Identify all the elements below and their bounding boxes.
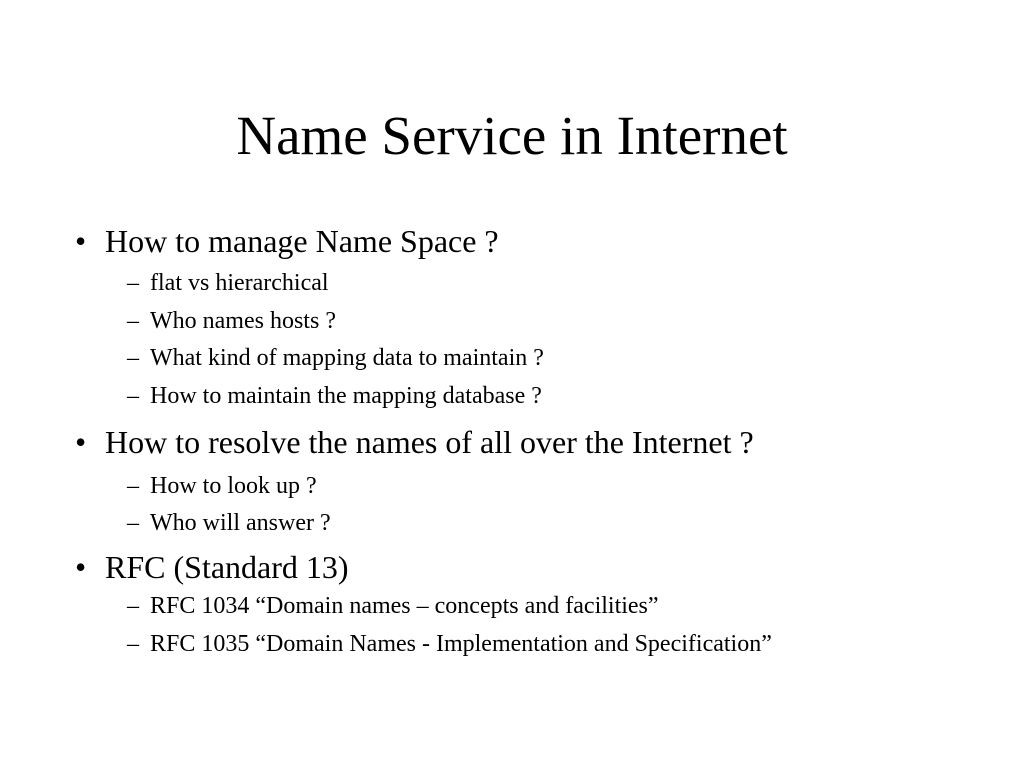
sub-item (127, 343, 544, 373)
bullet-item-resolve-names (75, 422, 754, 462)
dash-icon: – (127, 383, 139, 409)
sub-item-text: RFC 1035 “Domain Names - Implementation and Specification” (150, 631, 772, 657)
sub-item (127, 381, 542, 411)
dash-icon: – (127, 510, 139, 536)
sub-item-text: Who will answer ? (150, 510, 331, 536)
dash-icon: – (127, 473, 139, 499)
dash-icon: – (127, 270, 139, 296)
dash-icon: – (127, 631, 139, 657)
bullet-text: How to resolve the names of all over the Internet ? (105, 424, 754, 460)
bullet-icon: • (75, 223, 87, 259)
sub-item-text: How to look up ? (150, 473, 317, 499)
slide-title: Name Service in Internet (236, 105, 788, 166)
bullet-item-manage-name-space (75, 221, 499, 261)
sub-item (127, 591, 659, 621)
sub-item (127, 268, 329, 298)
sub-item-text: flat vs hierarchical (150, 270, 329, 296)
bullet-text: How to manage Name Space ? (105, 223, 499, 259)
sub-item-text: Who names hosts ? (150, 308, 336, 334)
sub-item (127, 629, 772, 659)
sub-item-text: What kind of mapping data to maintain ? (150, 345, 544, 371)
sub-item-text: How to maintain the mapping database ? (150, 383, 542, 409)
sub-item-text: RFC 1034 “Domain names – concepts and facilities” (150, 593, 659, 619)
sub-item (127, 508, 331, 538)
bullet-icon: • (75, 424, 87, 460)
bullet-text: RFC (Standard 13) (105, 549, 349, 585)
sub-item (127, 471, 317, 501)
bullet-item-rfc-standard (75, 547, 349, 587)
bullet-icon: • (75, 549, 87, 585)
dash-icon: – (127, 593, 139, 619)
dash-icon: – (127, 308, 139, 334)
dash-icon: – (127, 345, 139, 371)
sub-item (127, 306, 336, 336)
